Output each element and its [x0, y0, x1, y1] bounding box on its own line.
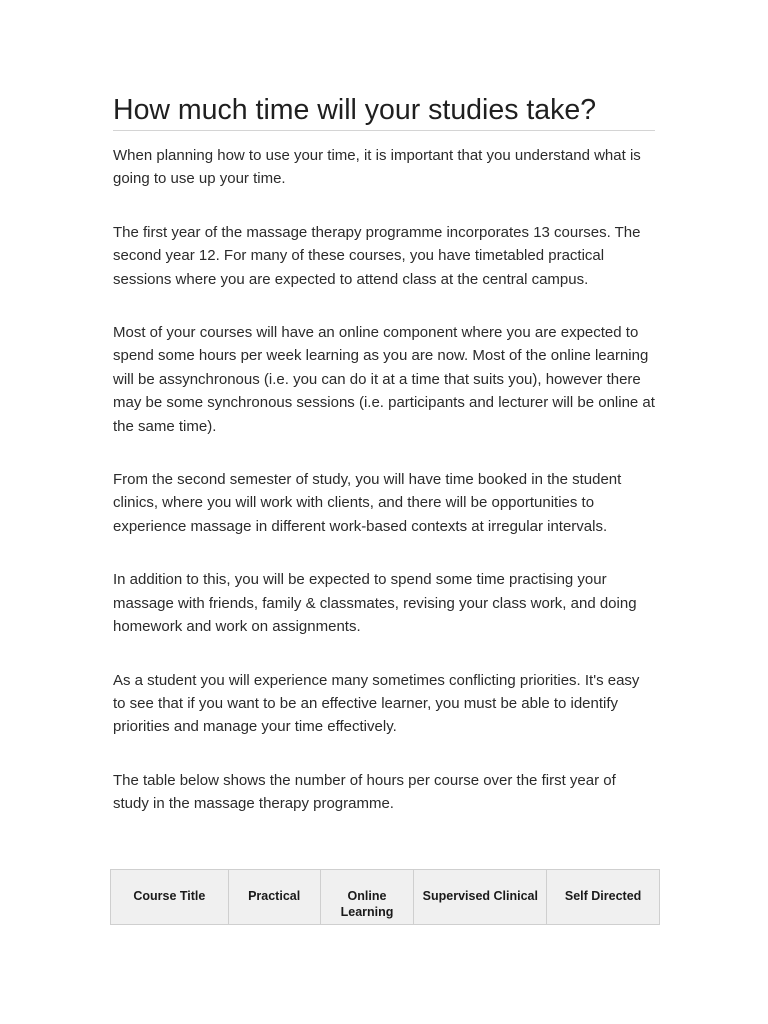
paragraph-clinics: From the second semester of study, you will have time booked in the student clinics, where you will work with clients, and there will be opportunities to experience massage in different work-based contexts at irregular intervals. — [113, 471, 622, 535]
page-title: How much time will your studies take? — [113, 92, 655, 131]
paragraph-table-intro: The table below shows the number of hours per course over the first year of study in the massage therapy programme. — [113, 771, 616, 813]
paragraph-list — [113, 144, 655, 816]
paragraph-online: Most of your courses will have an online component where you are expected to spend some hours per week learning as you are now. Most of the online learning will be assynchronous (i.e. you can do it at a time that suits you), however there may be some synchronous sessions (i.e. participants and lecturer will be online at the same time). — [113, 324, 655, 435]
paragraph-practice: In addition to this, you will be expected to spend some time practising your massage with friends, family & classmates, revising your class work, and doing homework and work on assignments. — [113, 571, 637, 636]
document-body — [113, 92, 655, 846]
paragraph-intro: When planning how to use your time, it is important that you understand what is going to use up your time. — [113, 147, 641, 188]
paragraph-priorities: As a student you will experience many sometimes conflicting priorities. It's easy to see that if you want to be an effective learner, you must be able to identify priorities and manage your time effectively. — [113, 671, 640, 736]
table-header-row — [111, 870, 660, 925]
header-practical: Practical — [228, 870, 320, 925]
header-supervised-clinical: Supervised Clinical — [414, 870, 547, 925]
hours-table — [110, 869, 660, 925]
paragraph-courses: The first year of the massage therapy programme incorporates 13 courses. The second year 12. For many of these courses, you have timetabled practical sessions where you are expected to attend class at the central campus. — [113, 223, 641, 288]
header-self-directed: Self Directed — [547, 870, 660, 925]
header-online-learning: Online Learning — [320, 870, 414, 925]
header-course-title: Course Title — [111, 870, 229, 925]
